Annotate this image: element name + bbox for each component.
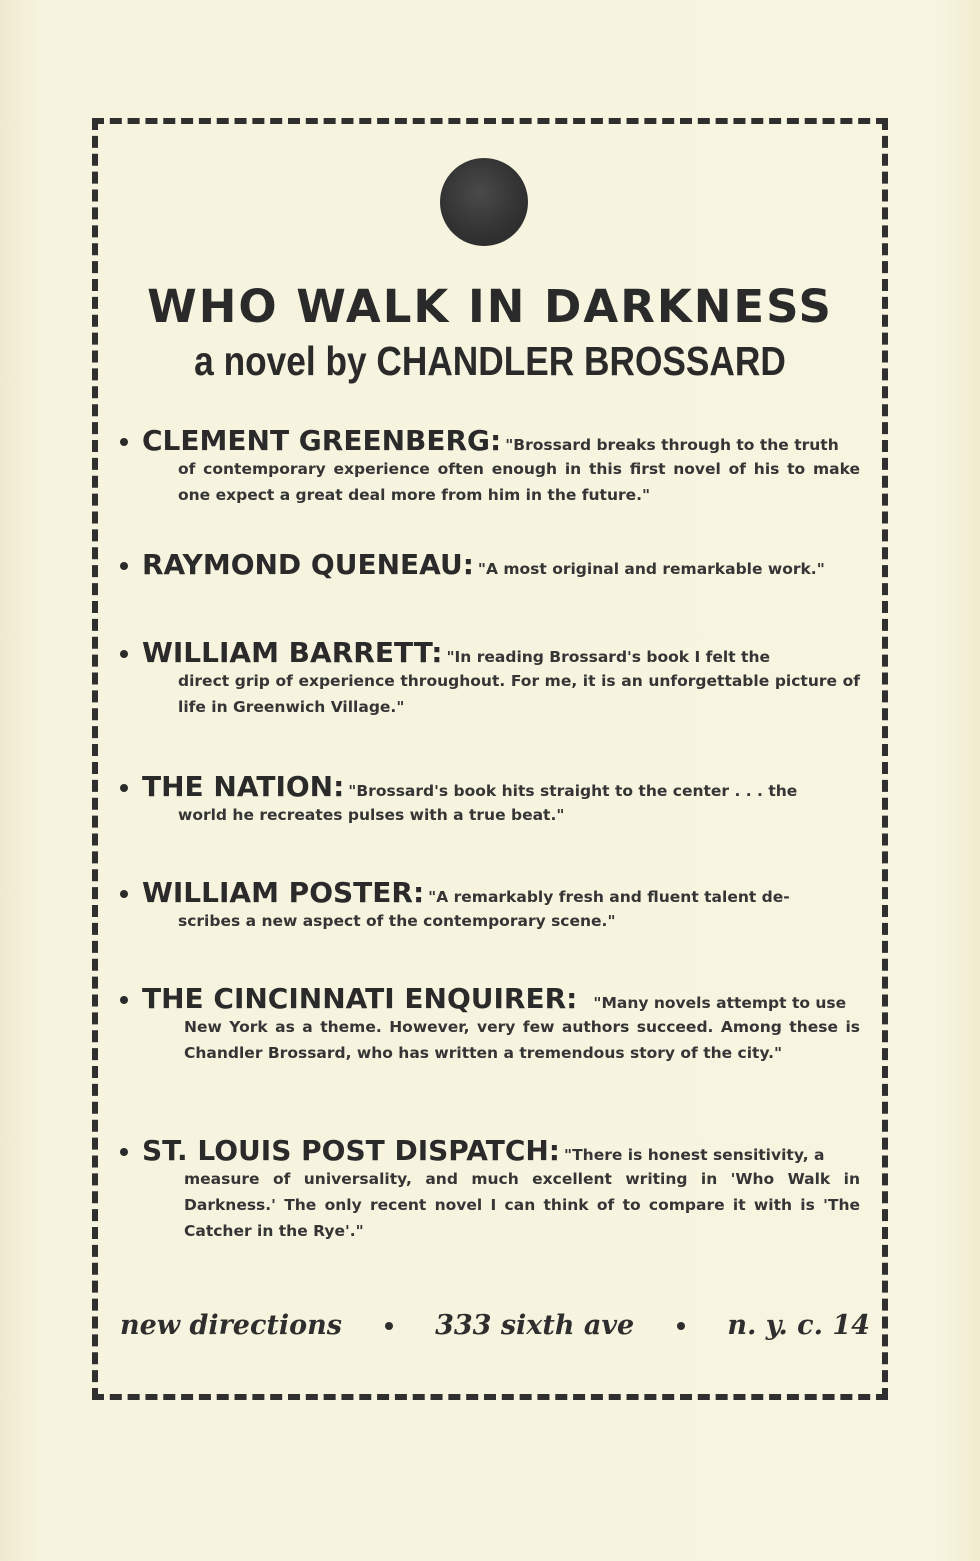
review-source: THE NATION: (142, 770, 345, 803)
footer-bullet-icon (385, 1322, 393, 1330)
review-text-rest: New York as a theme. However, very few authors succeed. Among these is Chandler Brossard, who has written a tremendous story of the city." (184, 1018, 860, 1062)
review-text-rest: measure of universality, and much excellent writing in 'Who Walk in Darkness.' The only recent novel I can think of to compare it with is 'The Catcher in the Rye'." (184, 1170, 860, 1240)
review-text-rest: world he recreates pulses with a true beat." (178, 806, 565, 824)
review-text-first: "A most original and remarkable work." (477, 560, 825, 578)
review-source: CLEMENT GREENBERG: (142, 424, 502, 457)
review-source: WILLIAM BARRETT: (142, 636, 443, 669)
review-quote-nation (112, 770, 860, 828)
review-text-first: "A remarkably fresh and fluent talent de- (428, 888, 790, 906)
review-source: WILLIAM POSTER: (142, 876, 425, 909)
review-quote-greenberg (112, 424, 860, 508)
review-text-rest: of contemporary experience often enough in this first novel of his to make one expect a great deal more from him in the future." (178, 460, 860, 504)
publisher-footer (120, 1310, 870, 1341)
book-title: WHO WALK IN DARKNESS (147, 280, 833, 333)
bullet-icon (120, 562, 128, 570)
footer-address: 333 sixth ave (435, 1310, 635, 1341)
review-source: RAYMOND QUENEAU: (142, 548, 474, 581)
bullet-icon (120, 650, 128, 658)
review-quote-cincinnati (112, 982, 860, 1066)
book-subtitle: a novel by CHANDLER BROSSARD (194, 338, 786, 384)
review-text-first: "Many novels attempt to use (593, 994, 847, 1012)
review-source: ST. LOUIS POST DISPATCH: (142, 1134, 561, 1167)
review-text-first: "There is honest sensitivity, a (564, 1146, 825, 1164)
footer-publisher: new directions (120, 1310, 342, 1341)
review-text-first: "Brossard breaks through to the truth (505, 436, 839, 454)
review-text-first: "Brossard's book hits straight to the center . . . the (348, 782, 798, 800)
bullet-icon (120, 784, 128, 792)
publisher-emblem (440, 158, 528, 246)
footer-bullet-icon (677, 1322, 685, 1330)
review-quote-barrett (112, 636, 860, 720)
footer-city: n. y. c. 14 (727, 1310, 870, 1341)
bullet-icon (120, 1148, 128, 1156)
bullet-icon (120, 890, 128, 898)
review-quote-queneau (112, 548, 860, 582)
review-text-rest: scribes a new aspect of the contemporary scene." (178, 912, 616, 930)
review-text-rest: direct grip of experience throughout. For me, it is an unforgettable picture of life in Greenwich Village." (178, 672, 860, 716)
review-text-first: "In reading Brossard's book I felt the (446, 648, 770, 666)
review-quote-post-dispatch (112, 1134, 860, 1244)
review-source: THE CINCINNATI ENQUIRER: (142, 982, 578, 1015)
bullet-icon (120, 996, 128, 1004)
review-quote-poster (112, 876, 860, 934)
bullet-icon (120, 438, 128, 446)
